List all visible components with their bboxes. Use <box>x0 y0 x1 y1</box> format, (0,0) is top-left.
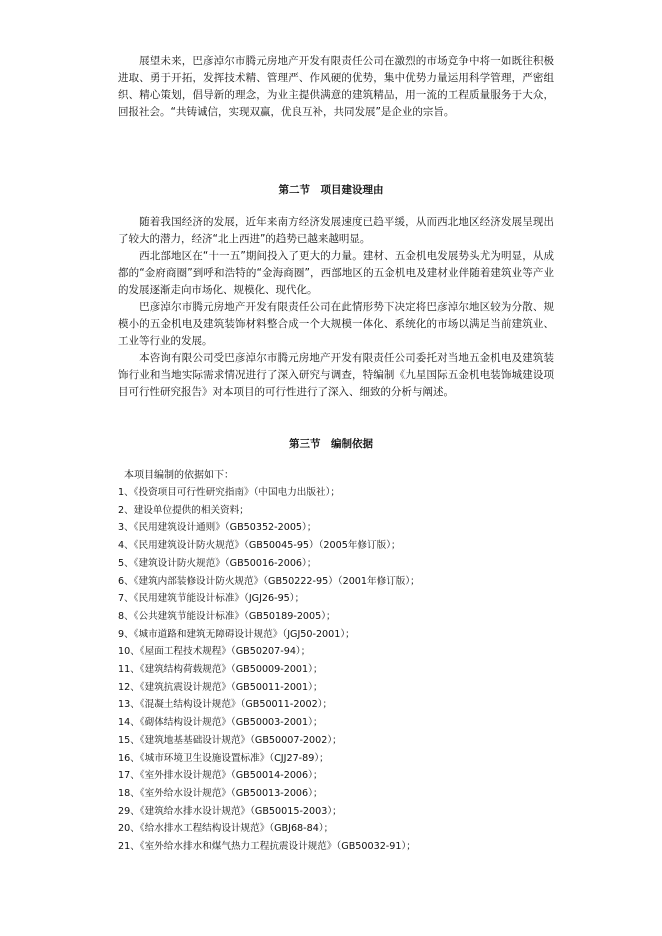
list-item: 11、《建筑结构荷载规范》（GB50009-2001）； <box>118 664 323 676</box>
list-item: 3、《民用建筑设计通则》（GB50352-2005）； <box>118 522 317 534</box>
intro-paragraph <box>118 53 554 121</box>
list-item: 9、《城市道路和建筑无障碍设计规范》（JGJ50-2001）； <box>118 628 355 640</box>
section-3-title: 第三节 编制依据 <box>289 438 373 450</box>
section-2-paragraph-1 <box>118 214 554 248</box>
section-2-paragraph-1-text: 随着我国经济的发展，近年来南方经济发展速度已趋平缓，从而西北地区经济发展呈现出了较大的潜力，经济“北上西进”的趋势已越来越明显。 <box>118 216 554 245</box>
list-item: 20、《给水排水工程结构设计规范》（GBJ68-84）； <box>118 823 334 835</box>
list-item: 14、《砌体结构设计规范》（GB50003-2001）； <box>118 717 323 729</box>
list-item: 6、《建筑内部装修设计防火规范》（GB50222-95）（2001年修订版）； <box>118 575 420 587</box>
list-item: 13、《混凝土结构设计规范》（GB50011-2002）； <box>118 699 333 711</box>
section-2-paragraph-4-text: 本咨询有限公司受巴彦淖尔市腾元房地产开发有限责任公司委托对当地五金机电及建筑装饰行业和当地实际需求情况进行了深入研究与调查，特编制《九星国际五金机电装饰城建设项目可行性研究报告》对本项目的可行性进行了深入、细致的分析与阐述。 <box>118 352 554 398</box>
list-item: 18、《室外给水设计规范》（GB50013-2006）； <box>118 787 323 799</box>
intro-paragraph-text: 展望未来，巴彦淖尔市腾元房地产开发有限责任公司在激烈的市场竞争中将一如既往积极进取、勇于开拓，发挥技术精、管理严、作风硬的优势，集中优势力量运用科学管理，严密组织、精心策划，倡导新的理念，为业主提供满意的建筑精品，用一流的工程质量服务于大众，回报社会。“共铸诚信，实现双赢，优良互补，共同发展”是企业的宗旨。 <box>118 55 554 118</box>
section-2-title: 第二节 项目建设理由 <box>278 184 384 196</box>
list-item: 10、《屋面工程技术规程》（GB50207-94）； <box>118 646 311 658</box>
list-item: 1、《投资项目可行性研究指南》（中国电力出版社）； <box>118 487 340 498</box>
section-2-paragraph-3 <box>118 299 554 350</box>
list-item: 21、《室外给水排水和煤气热力工程抗震设计规范》（GB50032-91）； <box>118 841 416 853</box>
list-item: 7、《民用建筑节能设计标准》（JGJ26-95）； <box>118 593 305 605</box>
section-2-paragraph-2-text: 西北部地区在“十一五”期间投入了更大的力量。建材、五金机电发展势头尤为明显，从成都的“金府商圈”到呼和浩特的“金海商圈”，西部地区的五金机电及建材业伴随着建筑业等产业的发展逐渐走向市场化、规模化、现代化。 <box>118 250 554 296</box>
section-2-paragraph-3-text: 巴彦淖尔市腾元房地产开发有限责任公司在此情形势下决定将巴彦淖尔地区较为分散、规模小的五金机电及建筑装饰材料整合成一个大规模一体化、系统化的市场以满足当前建筑业、工业等行业的发展。 <box>118 301 554 347</box>
list-item: 8、《公共建筑节能设计标准》（GB50189-2005）； <box>118 610 336 622</box>
list-item: 4、《民用建筑设计防火规范》（GB50045-95）（2005年修订版）； <box>118 540 401 552</box>
section-2-paragraph-4 <box>118 350 554 401</box>
section-2-paragraph-2 <box>118 248 554 299</box>
list-item: 16、《城市环境卫生设施设置标准》（CJJ27-89）； <box>118 752 329 764</box>
list-item: 12、《建筑抗震设计规范》（GB50011-2001）； <box>118 681 323 693</box>
references-intro: 本项目编制的依据如下： <box>124 470 234 481</box>
references-list <box>118 484 420 856</box>
list-item: 17、《室外排水设计规范》（GB50014-2006）； <box>118 770 323 782</box>
list-item: 5、《建筑设计防火规范》（GB50016-2006）； <box>118 557 317 569</box>
list-item: 15、《建筑地基基础设计规范》（GB50007-2002）； <box>118 734 342 746</box>
list-item: 29、《建筑给水排水设计规范》（GB50015-2003）； <box>118 805 342 817</box>
list-item: 2、建设单位提供的相关资料； <box>118 504 249 516</box>
